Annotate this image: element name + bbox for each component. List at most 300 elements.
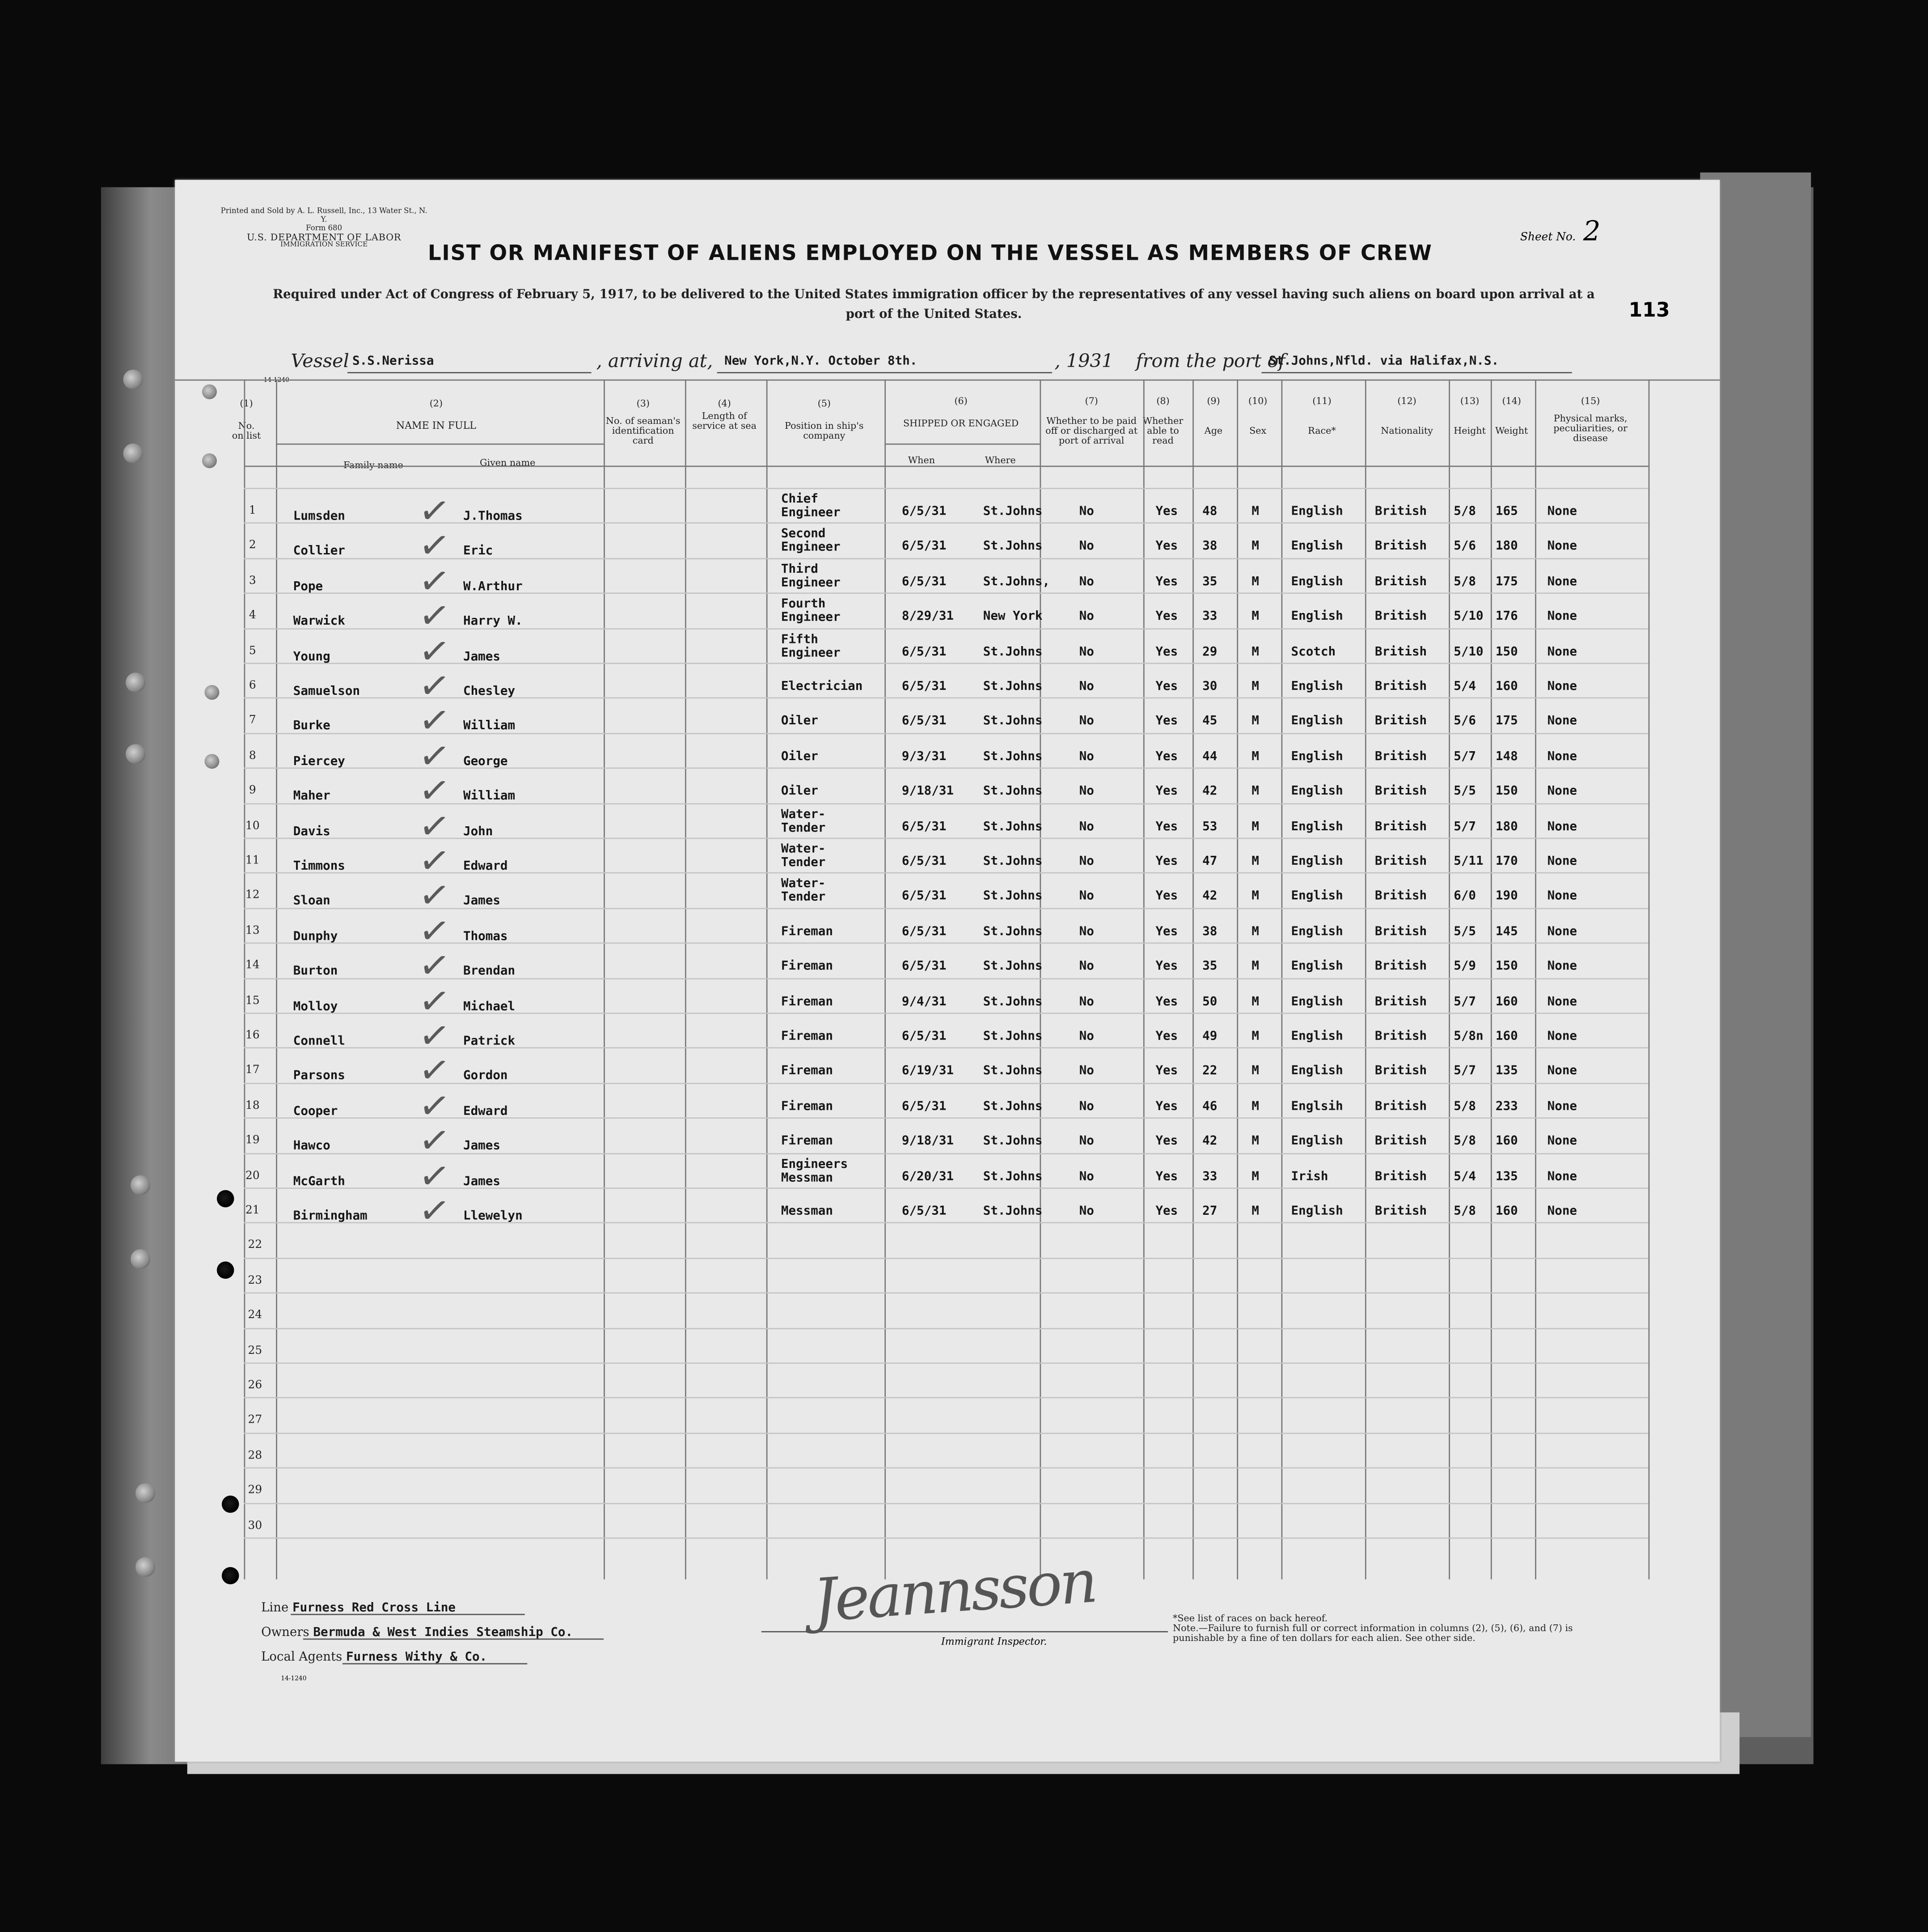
agents-label: Local Agents <box>261 1651 342 1665</box>
row-rule <box>244 1502 1649 1504</box>
crew-table <box>175 380 1720 1590</box>
paid-off-cell: No <box>1079 820 1094 834</box>
sheet-number-value: 2 <box>1583 216 1601 248</box>
marks-cell: None <box>1547 960 1577 974</box>
paid-off-cell: No <box>1079 785 1094 799</box>
age-cell: 45 <box>1202 715 1218 729</box>
sex-cell: M <box>1252 750 1260 764</box>
shipped-when-cell: 6/5/31 <box>901 960 947 974</box>
marks-cell: None <box>1547 890 1577 904</box>
col-label: Whether able to read <box>1142 415 1184 446</box>
height-cell: 6/0 <box>1454 890 1476 904</box>
position-cell: Fireman <box>781 1099 833 1114</box>
row-number: 24 <box>248 1310 262 1322</box>
marks-cell: None <box>1547 995 1577 1009</box>
check-mark-icon: ✓ <box>416 1013 453 1061</box>
marks-cell: None <box>1547 610 1577 624</box>
weight-cell: 135 <box>1495 1170 1518 1184</box>
col-header-position <box>766 399 882 441</box>
col-label: Length of service at sea <box>692 410 757 431</box>
marks-cell: None <box>1547 750 1577 764</box>
age-cell: 35 <box>1202 960 1218 974</box>
age-cell: 38 <box>1202 925 1218 939</box>
col-header-family: Family name <box>343 459 403 471</box>
marks-cell: None <box>1547 575 1577 589</box>
paid-off-cell: No <box>1079 1065 1094 1078</box>
shipped-where-cell: St.Johns <box>983 715 1043 729</box>
height-cell: 5/10 <box>1454 610 1484 624</box>
height-cell: 5/8 <box>1454 1099 1476 1114</box>
arriving-label: , arriving at, <box>596 350 713 372</box>
shipped-where-cell: St.Johns, <box>983 575 1050 589</box>
column-rule <box>1491 380 1492 1580</box>
row-number: 15 <box>245 995 260 1007</box>
position-cell: Fireman <box>781 1065 833 1078</box>
able-to-read-cell: Yes <box>1155 505 1178 519</box>
shipped-where-cell: St.Johns <box>983 680 1043 694</box>
col-header-where: Where <box>985 454 1016 466</box>
sex-cell: M <box>1252 610 1260 624</box>
col-number: (4) <box>718 397 731 409</box>
able-to-read-cell: Yes <box>1155 820 1178 834</box>
paid-off-cell: No <box>1079 750 1094 764</box>
from-port-label: from the port of <box>1136 350 1285 372</box>
check-mark-icon: ✓ <box>416 1153 453 1201</box>
family-name-cell: Lumsden <box>293 510 345 524</box>
sex-cell: M <box>1252 1135 1260 1149</box>
race-cell: Englsih <box>1291 1099 1343 1114</box>
shipped-where-cell: St.Johns <box>983 505 1043 519</box>
nationality-cell: British <box>1374 610 1427 624</box>
shipped-when-cell: 6/5/31 <box>901 1030 947 1044</box>
age-cell: 27 <box>1202 1205 1218 1218</box>
given-name-cell: William <box>463 790 516 803</box>
paid-off-cell: No <box>1079 715 1094 729</box>
row-rule <box>244 1538 1649 1539</box>
shipped-when-cell: 6/5/31 <box>901 820 947 834</box>
row-rule <box>244 943 1649 944</box>
given-name-cell: George <box>463 755 508 769</box>
row-rule <box>244 1082 1649 1084</box>
col-number: (5) <box>817 397 831 409</box>
row-number: 26 <box>248 1379 262 1392</box>
family-name-cell: Samuelson <box>293 685 360 699</box>
nationality-cell: British <box>1374 1135 1427 1149</box>
nationality-cell: British <box>1374 890 1427 904</box>
row-number: 9 <box>249 785 256 798</box>
check-mark-icon: ✓ <box>416 628 453 676</box>
age-cell: 22 <box>1202 1065 1218 1078</box>
given-name-cell: Michael <box>463 1000 516 1014</box>
weight-cell: 175 <box>1495 715 1518 729</box>
check-mark-icon: ✓ <box>416 838 453 885</box>
header-rule <box>244 466 1649 467</box>
col-header-shipped <box>884 397 1037 429</box>
col-header-marks <box>1535 397 1646 444</box>
able-to-read-cell: Yes <box>1155 995 1178 1009</box>
col-number: (6) <box>954 395 968 407</box>
family-name-cell: Piercey <box>293 755 345 769</box>
form-code: 14-1240 <box>263 377 289 385</box>
age-cell: 42 <box>1202 1135 1218 1149</box>
binder-hole <box>123 444 143 463</box>
height-cell: 5/8 <box>1454 575 1476 589</box>
sex-cell: M <box>1252 1030 1260 1044</box>
paid-off-cell: No <box>1079 1099 1094 1114</box>
sex-cell: M <box>1252 575 1260 589</box>
row-rule <box>244 1467 1649 1469</box>
row-number: 27 <box>248 1415 262 1427</box>
height-cell: 5/6 <box>1454 540 1476 554</box>
shipped-when-cell: 6/5/31 <box>901 505 947 519</box>
shipped-when-cell: 6/5/31 <box>901 1099 947 1114</box>
marks-cell: None <box>1547 715 1577 729</box>
col-number: (10) <box>1248 395 1268 407</box>
paid-off-cell: No <box>1079 960 1094 974</box>
row-number: 29 <box>248 1484 262 1497</box>
able-to-read-cell: Yes <box>1155 1065 1178 1078</box>
weight-cell: 150 <box>1495 960 1518 974</box>
given-name-cell: Patrick <box>463 1035 516 1048</box>
height-cell: 5/5 <box>1454 925 1476 939</box>
check-mark-icon: ✓ <box>416 523 453 571</box>
race-cell: English <box>1291 715 1343 729</box>
shipped-when-cell: 6/5/31 <box>901 540 947 554</box>
marks-cell: None <box>1547 1170 1577 1184</box>
agents-field <box>261 1651 487 1664</box>
able-to-read-cell: Yes <box>1155 540 1178 554</box>
row-rule <box>244 1398 1649 1399</box>
given-name-cell: James <box>463 650 500 664</box>
weight-cell: 176 <box>1495 610 1518 624</box>
able-to-read-cell: Yes <box>1155 680 1178 694</box>
column-rule <box>884 380 886 1580</box>
col-label: Age <box>1204 425 1223 436</box>
able-to-read-cell: Yes <box>1155 645 1178 659</box>
able-to-read-cell: Yes <box>1155 715 1178 729</box>
col-header-service <box>685 399 764 431</box>
row-rule <box>244 593 1649 594</box>
race-cell: English <box>1291 575 1343 589</box>
row-number: 30 <box>248 1519 262 1532</box>
col-number: (14) <box>1502 395 1521 407</box>
marks-cell: None <box>1547 540 1577 554</box>
given-name-cell: Edward <box>463 1104 508 1119</box>
given-name-cell: James <box>463 895 500 909</box>
given-name-cell: James <box>463 1140 500 1154</box>
shipped-when-cell: 6/5/31 <box>901 890 947 904</box>
paid-off-cell: No <box>1079 680 1094 694</box>
row-rule <box>244 908 1649 909</box>
able-to-read-cell: Yes <box>1155 1030 1178 1044</box>
check-mark-icon: ✓ <box>416 768 453 816</box>
col-header-when: When <box>908 454 935 466</box>
able-to-read-cell: Yes <box>1155 925 1178 939</box>
family-name-cell: Burke <box>293 720 330 734</box>
owners-underline <box>303 1639 604 1640</box>
able-to-read-cell: Yes <box>1155 890 1178 904</box>
given-name-cell: William <box>463 720 516 734</box>
given-name-cell: Brendan <box>463 964 516 979</box>
marks-cell: None <box>1547 1030 1577 1044</box>
col-number: (11) <box>1312 395 1332 407</box>
race-cell: English <box>1291 610 1343 624</box>
sex-cell: M <box>1252 540 1260 554</box>
race-cell: Irish <box>1291 1170 1328 1184</box>
weight-cell: 135 <box>1495 1065 1518 1078</box>
col-label: Race* <box>1308 425 1336 436</box>
given-name-cell: John <box>463 824 493 839</box>
shipped-where-cell: St.Johns <box>983 1030 1043 1044</box>
nationality-cell: British <box>1374 540 1427 554</box>
nationality-cell: British <box>1374 995 1427 1009</box>
col-number: (3) <box>636 397 650 409</box>
agents-underline <box>342 1663 527 1665</box>
age-cell: 33 <box>1202 610 1218 624</box>
line-underline <box>291 1614 525 1615</box>
shipped-when-cell: 8/29/31 <box>901 610 954 624</box>
shipped-when-cell: 6/5/31 <box>901 925 947 939</box>
position-cell: Fireman <box>781 995 833 1009</box>
column-rule <box>1281 380 1283 1580</box>
height-cell: 5/5 <box>1454 785 1476 799</box>
owners-value: Bermuda & West Indies Steamship Co. <box>313 1626 573 1640</box>
row-rule <box>244 1258 1649 1259</box>
check-mark-icon: ✓ <box>416 1188 453 1235</box>
shipped-where-cell: St.Johns <box>983 1135 1043 1149</box>
shipped-when-cell: 6/5/31 <box>901 645 947 659</box>
sex-cell: M <box>1252 820 1260 834</box>
binder-hole <box>126 672 145 692</box>
departure-port: St.Johns,Nfld. via Halifax,N.S. <box>1268 355 1499 368</box>
sex-cell: M <box>1252 1170 1260 1184</box>
height-cell: 5/8 <box>1454 1205 1476 1218</box>
marks-cell: None <box>1547 1135 1577 1149</box>
family-name-cell: Sloan <box>293 895 330 909</box>
inspector-label: Immigrant Inspector. <box>941 1636 1047 1647</box>
shipped-where-cell: St.Johns <box>983 820 1043 834</box>
race-cell: English <box>1291 960 1343 974</box>
marks-cell: None <box>1547 925 1577 939</box>
shipped-when-cell: 6/20/31 <box>901 1170 954 1184</box>
shipped-where-cell: St.Johns <box>983 1205 1043 1218</box>
page-subtitle: Required under Act of Congress of February 5, 1917, to be delivered to the United States immigration officer by the representatives of any vessel having such aliens on board upon arrival at a port of the United States. <box>273 288 1595 322</box>
age-cell: 48 <box>1202 505 1218 519</box>
row-number: 18 <box>245 1099 260 1112</box>
row-rule <box>244 1222 1649 1224</box>
family-name-cell: Hawco <box>293 1140 330 1154</box>
able-to-read-cell: Yes <box>1155 785 1178 799</box>
race-cell: English <box>1291 820 1343 834</box>
binder-hole <box>135 1557 155 1577</box>
row-number: 12 <box>245 890 260 902</box>
able-to-read-cell: Yes <box>1155 1099 1178 1114</box>
shipped-where-cell: St.Johns <box>983 995 1043 1009</box>
weight-cell: 180 <box>1495 820 1518 834</box>
signature-line <box>761 1631 1168 1632</box>
col-header-name <box>276 399 596 431</box>
shipped-where-cell: St.Johns <box>983 540 1043 554</box>
weight-cell: 165 <box>1495 505 1518 519</box>
marks-cell: None <box>1547 785 1577 799</box>
paid-off-cell: No <box>1079 1135 1094 1149</box>
paid-off-cell: No <box>1079 1170 1094 1184</box>
row-rule <box>244 1013 1649 1014</box>
col-number: (8) <box>1156 395 1170 407</box>
row-number: 11 <box>245 855 260 867</box>
line-label: Line <box>261 1601 289 1615</box>
row-rule <box>244 1188 1649 1189</box>
shipped-when-cell: 6/5/31 <box>901 715 947 729</box>
marks-cell: None <box>1547 680 1577 694</box>
row-number: 23 <box>248 1275 262 1287</box>
race-cell: English <box>1291 925 1343 939</box>
able-to-read-cell: Yes <box>1155 610 1178 624</box>
row-number: 20 <box>245 1170 260 1182</box>
nationality-cell: British <box>1374 785 1427 799</box>
col-number: (7) <box>1085 395 1098 407</box>
nationality-cell: British <box>1374 645 1427 659</box>
paid-off-cell: No <box>1079 855 1094 869</box>
agents-value: Furness Withy & Co. <box>346 1651 487 1665</box>
shipped-where-cell: St.Johns <box>983 925 1043 939</box>
family-name-cell: Collier <box>293 545 345 559</box>
col-header-age <box>1192 397 1235 436</box>
row-rule <box>244 1153 1649 1154</box>
shipped-where-cell: St.Johns <box>983 855 1043 869</box>
row-rule <box>244 523 1649 524</box>
marks-cell: None <box>1547 820 1577 834</box>
nationality-cell: British <box>1374 855 1427 869</box>
height-cell: 5/8 <box>1454 1135 1476 1149</box>
position-cell: Fireman <box>781 925 833 939</box>
owners-label: Owners <box>261 1626 309 1640</box>
header-rule <box>276 444 604 445</box>
height-cell: 5/8 <box>1454 505 1476 519</box>
row-number: 16 <box>245 1030 260 1042</box>
shipped-where-cell: St.Johns <box>983 750 1043 764</box>
check-mark-icon: ✓ <box>416 593 453 641</box>
row-number: 19 <box>245 1135 260 1147</box>
weight-cell: 150 <box>1495 785 1518 799</box>
row-number: 7 <box>249 715 256 727</box>
nationality-cell: British <box>1374 1065 1427 1078</box>
col-number: (15) <box>1581 395 1600 407</box>
height-cell: 5/7 <box>1454 995 1476 1009</box>
row-rule <box>244 733 1649 734</box>
col-header-id-card <box>604 399 682 446</box>
nationality-cell: British <box>1374 750 1427 764</box>
paid-off-cell: No <box>1079 890 1094 904</box>
family-name-cell: Davis <box>293 824 330 839</box>
able-to-read-cell: Yes <box>1155 855 1178 869</box>
row-rule <box>244 663 1649 664</box>
col-label: Weight <box>1495 425 1528 436</box>
position-cell: Chief Engineer <box>781 493 841 520</box>
family-name-cell: Birmingham <box>293 1209 368 1224</box>
marks-cell: None <box>1547 1205 1577 1218</box>
race-cell: English <box>1291 785 1343 799</box>
footnote <box>1173 1614 1579 1643</box>
row-rule <box>244 628 1649 629</box>
column-rule <box>766 380 768 1580</box>
row-rule <box>244 1118 1649 1119</box>
col-number: (1) <box>240 397 253 409</box>
shipped-where-cell: St.Johns <box>983 1170 1043 1184</box>
check-mark-icon: ✓ <box>416 733 453 781</box>
col-label: Height <box>1454 425 1486 436</box>
height-cell: 5/7 <box>1454 1065 1476 1078</box>
family-name-cell: Young <box>293 650 330 664</box>
weight-cell: 170 <box>1495 855 1518 869</box>
height-cell: 5/7 <box>1454 750 1476 764</box>
sex-cell: M <box>1252 960 1260 974</box>
column-rule <box>685 380 686 1580</box>
column-rule <box>1365 380 1366 1580</box>
col-number: (12) <box>1397 395 1416 407</box>
family-name-cell: Dunphy <box>293 930 338 944</box>
row-number: 17 <box>245 1065 260 1078</box>
weight-cell: 160 <box>1495 1135 1518 1149</box>
paid-off-cell: No <box>1079 995 1094 1009</box>
column-rule <box>604 380 605 1580</box>
row-rule <box>244 978 1649 979</box>
check-mark-icon: ✓ <box>416 943 453 990</box>
col-label: No. of seaman's identification card <box>605 415 681 446</box>
row-rule <box>244 698 1649 699</box>
row-number: 4 <box>249 610 256 622</box>
sex-cell: M <box>1252 855 1260 869</box>
col-header-race <box>1281 397 1363 436</box>
shipped-when-cell: 6/5/31 <box>901 1205 947 1218</box>
age-cell: 47 <box>1202 855 1218 869</box>
check-mark-icon: ✓ <box>416 663 453 710</box>
age-cell: 30 <box>1202 680 1218 694</box>
sex-cell: M <box>1252 645 1260 659</box>
column-rule <box>1649 380 1650 1580</box>
check-mark-icon: ✓ <box>416 1118 453 1165</box>
shipped-when-cell: 9/3/31 <box>901 750 947 764</box>
row-number: 25 <box>248 1344 262 1357</box>
height-cell: 5/9 <box>1454 960 1476 974</box>
binder-hole <box>126 744 145 764</box>
given-name-cell: Eric <box>463 545 493 559</box>
position-cell: Water- Tender <box>781 807 826 835</box>
line-field <box>261 1602 456 1615</box>
owners-field <box>261 1626 573 1640</box>
weight-cell: 190 <box>1495 890 1518 904</box>
binder-hole <box>135 1483 155 1503</box>
race-cell: English <box>1291 505 1343 519</box>
position-cell: Oiler <box>781 750 818 764</box>
family-name-cell: Parsons <box>293 1070 345 1083</box>
footer-form-code: 14-1240 <box>281 1675 307 1683</box>
col-header-height <box>1449 397 1491 436</box>
age-cell: 29 <box>1202 645 1218 659</box>
race-cell: English <box>1291 855 1343 869</box>
sex-cell: M <box>1252 925 1260 939</box>
arrival-year: , 1931 <box>1054 350 1114 372</box>
paid-off-cell: No <box>1079 1205 1094 1218</box>
col-label: Whether to be paid off or discharged at port of arrival <box>1045 415 1138 446</box>
age-cell: 38 <box>1202 540 1218 554</box>
race-cell: English <box>1291 540 1343 554</box>
age-cell: 42 <box>1202 785 1218 799</box>
nationality-cell: British <box>1374 1205 1427 1218</box>
position-cell: Fireman <box>781 960 833 974</box>
position-cell: Fourth Engineer <box>781 597 841 625</box>
position-cell: Fireman <box>781 1030 833 1044</box>
